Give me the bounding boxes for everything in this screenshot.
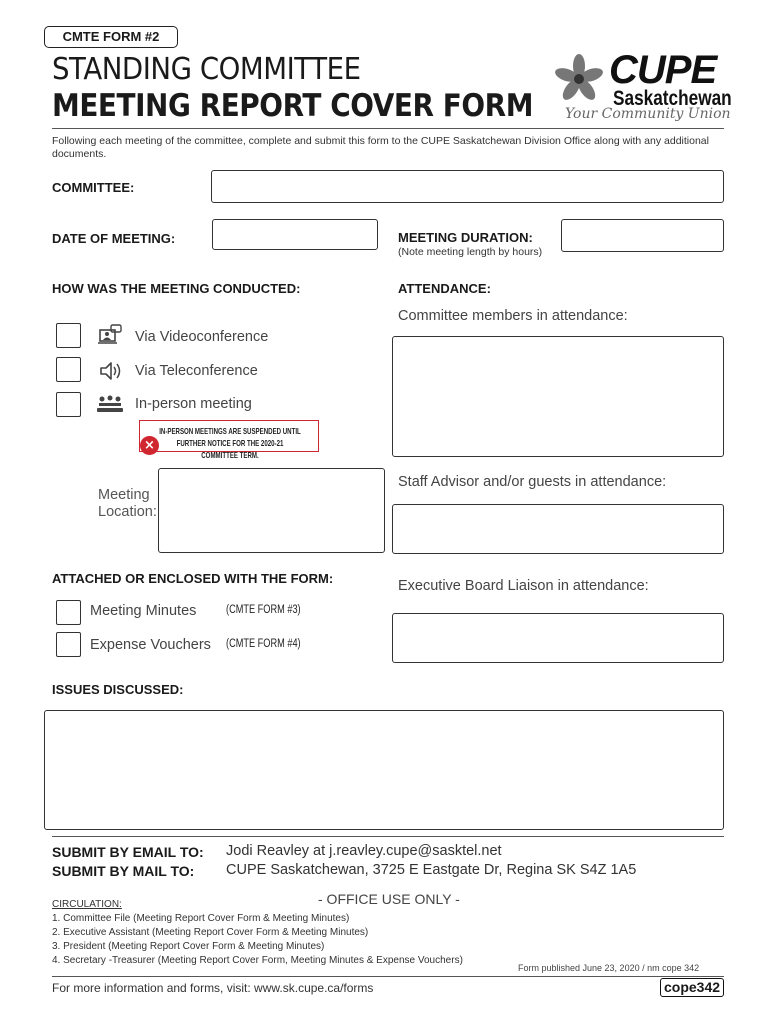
meeting-location-field[interactable] <box>158 468 385 553</box>
expense-vouchers-checkbox[interactable] <box>56 632 81 657</box>
meeting-minutes-form-ref: (CMTE FORM #3) <box>226 604 301 616</box>
meeting-duration-note: (Note meeting length by hours) <box>398 246 543 258</box>
meeting-location-label-2: Location: <box>98 504 157 520</box>
circulation-item: 1. Committee File (Meeting Report Cover Form & Meeting Minutes) <box>52 913 350 924</box>
in-person-icon <box>96 394 124 416</box>
videoconference-icon <box>98 324 124 346</box>
in-person-label: In-person meeting <box>135 396 252 412</box>
committee-label: COMMITTEE: <box>52 180 135 195</box>
in-person-notice-text: IN-PERSON MEETINGS ARE SUSPENDED UNTIL FURTHER NOTICE FOR THE 2020-21 COMMITTEE TERM. <box>159 426 301 460</box>
meeting-duration-field[interactable] <box>561 219 724 252</box>
logo-cupe-text: CUPE <box>609 48 717 92</box>
expense-vouchers-label: Expense Vouchers <box>90 637 211 653</box>
attendance-heading: ATTENDANCE: <box>398 281 491 296</box>
meeting-minutes-checkbox[interactable] <box>56 600 81 625</box>
office-use-only: - OFFICE USE ONLY - <box>318 891 460 907</box>
videoconference-checkbox[interactable] <box>56 323 81 348</box>
staff-advisor-label: Staff Advisor and/or guests in attendance: <box>398 474 667 490</box>
form-published-note: Form published June 23, 2020 / nm cope 342 <box>518 963 700 973</box>
submit-divider <box>52 836 724 837</box>
circulation-heading: CIRCULATION: <box>52 899 122 910</box>
teleconference-checkbox[interactable] <box>56 357 81 382</box>
teleconference-label: Via Teleconference <box>135 363 258 379</box>
logo-tagline: Your Community Union <box>565 106 731 122</box>
attached-heading: ATTACHED OR ENCLOSED WITH THE FORM: <box>52 571 334 586</box>
meeting-duration-label: MEETING DURATION: <box>398 230 533 245</box>
date-of-meeting-label: DATE OF MEETING: <box>52 231 176 246</box>
videoconference-label: Via Videoconference <box>135 329 269 345</box>
in-person-checkbox[interactable] <box>56 392 81 417</box>
cupe-logo <box>553 48 732 122</box>
submit-email-label: SUBMIT BY EMAIL TO: <box>52 844 204 860</box>
date-of-meeting-field[interactable] <box>212 219 378 250</box>
warning-x-icon: × <box>140 436 159 455</box>
circulation-item: 2. Executive Assistant (Meeting Report Cover Form & Meeting Minutes) <box>52 927 369 938</box>
executive-liaison-field[interactable] <box>392 613 724 663</box>
executive-liaison-label: Executive Board Liaison in attendance: <box>398 578 649 594</box>
teleconference-icon <box>98 360 124 382</box>
circulation-item: 4. Secretary -Treasurer (Meeting Report Cover Form, Meeting Minutes & Expense Vouchers) <box>52 955 463 966</box>
meeting-location-label-1: Meeting <box>98 487 150 503</box>
committee-field[interactable] <box>211 170 724 203</box>
issues-heading: ISSUES DISCUSSED: <box>52 682 184 697</box>
conducted-heading: HOW WAS THE MEETING CONDUCTED: <box>52 281 301 296</box>
submit-email-value: Jodi Reavley at j.reavley.cupe@sasktel.net <box>226 843 502 859</box>
footer-divider <box>52 976 724 977</box>
header-divider <box>52 128 724 129</box>
page-title-line1: STANDING COMMITTEE <box>52 52 361 87</box>
in-person-notice <box>139 420 319 460</box>
submit-mail-label: SUBMIT BY MAIL TO: <box>52 863 195 879</box>
union-bug-logo: cope342 <box>660 978 724 997</box>
circulation-item: 3. President (Meeting Report Cover Form & Meeting Minutes) <box>52 941 325 952</box>
meeting-minutes-label: Meeting Minutes <box>90 603 197 619</box>
expense-vouchers-form-ref: (CMTE FORM #4) <box>226 638 301 650</box>
intro-text: Following each meeting of the committee, complete and submit this form to the CUPE Saskatchewan Division Office along with any additional documents. <box>52 135 709 160</box>
lily-flower-icon <box>553 54 605 104</box>
committee-members-label: Committee members in attendance: <box>398 308 628 324</box>
staff-advisor-field[interactable] <box>392 504 724 554</box>
more-info-text: For more information and forms, visit: www.sk.cupe.ca/forms <box>52 981 374 995</box>
page-title-line2: MEETING REPORT COVER FORM <box>52 88 534 124</box>
committee-members-field[interactable] <box>392 336 724 457</box>
submit-mail-value: CUPE Saskatchewan, 3725 E Eastgate Dr, Regina SK S4Z 1A5 <box>226 862 637 878</box>
logo-saskatchewan-text: Saskatchewan <box>613 87 732 110</box>
issues-discussed-field[interactable] <box>44 710 724 830</box>
form-number-badge: CMTE FORM #2 <box>44 26 178 48</box>
